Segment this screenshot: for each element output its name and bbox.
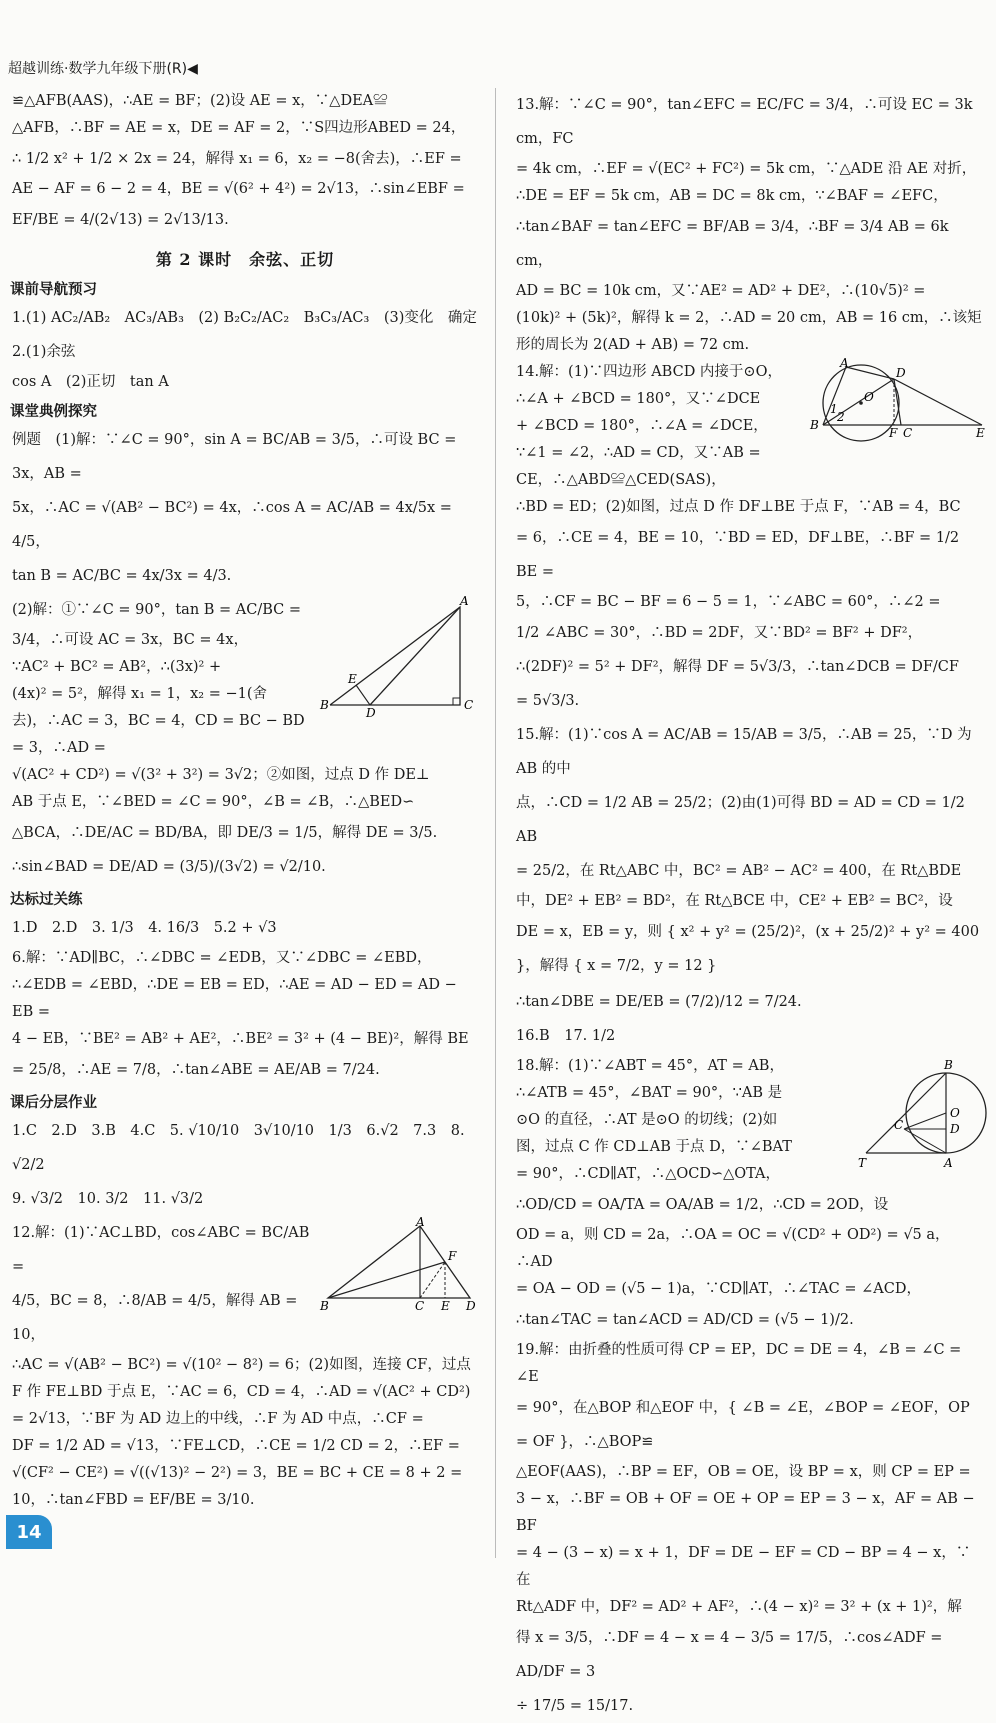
text-line: 1.D 2.D 3. 1/3 4. 16/3 5.2 + √3 [12, 920, 277, 936]
text-line: EF/BE = 4/(2√13) = 2√13/13. [12, 212, 229, 228]
text-line: OD = a，则 CD = 2a，∴OA = OC = √(CD² + OD²) = √5 a，∴AD [516, 1227, 950, 1270]
point-label-e: E [348, 672, 357, 686]
point-label-b: B [320, 1299, 329, 1313]
text-line: 图，过点 C 作 CD⊥AB 于点 D，∵∠BAT [516, 1139, 792, 1155]
point-label-c: C [894, 1118, 904, 1132]
figure-triangle-12 [320, 1215, 480, 1313]
text-line: 点，∴CD = 1/2 AB = 25/2；(2)由(1)可得 BD = AD = CD = 1/2 AB [516, 795, 970, 845]
text-line: ∴OD/CD = OA/TA = OA/AB = 1/2，∴CD = 2OD，设 [516, 1197, 889, 1213]
text-line: 14.解：(1)∵四边形 ABCD 内接于⊙O， [516, 364, 782, 380]
text-line: cos A (2)正切 tan A [12, 374, 169, 390]
text-line: 去)，∴AC = 3，BC = 4，CD = BC − BD = 3，∴AD = [12, 713, 310, 756]
text-line: DF = 1/2 AD = √13，∵FE⊥CD，∴CE = 1/2 CD = 2，∴EF = [12, 1438, 460, 1454]
text-line: F 作 FE⊥BD 于点 E，∵AC = 6，CD = 4，∴AD = √(AC² + CD²) [12, 1384, 471, 1400]
text-line: √(AC² + CD²) = √(3² + 3²) = 3√2；②如图，过点 D 作 DE⊥ [12, 767, 430, 783]
text-line: 5x，∴AC = √(AB² − BC²) = 4x，∴cos A = AC/AB = 4x/5x = 4/5， [12, 500, 457, 550]
page-number: 14 [6, 1515, 52, 1549]
text-line: = 90°，∴CD∥AT，∴△OCD∽△OTA， [516, 1166, 781, 1182]
text-line: + ∠BCD = 180°，∴∠A = ∠DCE， [516, 418, 768, 434]
text-line: 例题 (1)解：∵∠C = 90°，sin A = BC/AB = 3/5，∴可设 BC = 3x，AB = [12, 432, 461, 482]
text-line: △AFB，∴BF = AE = x，DE = AF = 2，∵S四边形ABED = 24， [12, 120, 466, 136]
point-label-f: F [889, 426, 898, 440]
text-line: 15.解：(1)∵cos A = AC/AB = 15/AB = 3/5，∴AB = 25，∵D 为 AB 的中 [516, 727, 977, 777]
text-line: ∴AC = √(AB² − BC²) = √(10² − 8²) = 6；(2)如图，连接 CF，过点 [12, 1357, 471, 1373]
text-line: 18.解：(1)∵∠ABT = 45°，AT = AB， [516, 1058, 784, 1074]
text-line: AD = BC = 10k cm，又∵AE² = AD² + DE²，∴(10√5)² = [516, 283, 926, 299]
text-line: △EOF(AAS)，∴BP = EF，OB = OE，设 BP = x，则 CP = EP = [516, 1464, 971, 1480]
text-line: 得 x = 3/5，∴DF = 4 − x = 4 − 3/5 = 17/5，∴cos∠ADF = AD/DF = 3 [516, 1630, 948, 1680]
text-line: ∵∠1 = ∠2，∴AD = CD，又∵AB = [516, 445, 761, 461]
point-label-t: T [858, 1156, 867, 1170]
text-line: ∴sin∠BAD = DE/AD = (3/5)/(3√2) = √2/10. [12, 859, 326, 875]
text-line: ∴tan∠DBE = DE/EB = (7/2)/12 = 7/24. [516, 994, 802, 1010]
point-label-b: B [320, 698, 329, 712]
section-title-standards: 达标过关练 [10, 892, 83, 908]
text-line: 12.解：(1)∵AC⊥BD，cos∠ABC = BC/AB = [12, 1225, 315, 1275]
section-title-preview: 课前导航预习 [10, 282, 97, 298]
text-line: 9. √3/2 10. 3/2 11. √3/2 [12, 1191, 204, 1207]
text-line: ∴∠A + ∠BCD = 180°，又∵∠DCE [516, 391, 761, 407]
text-line: ∴∠ATB = 45°，∠BAT = 90°，∵AB 是 [516, 1085, 783, 1101]
text-line: ∴DE = EF = 5k cm，AB = DC = 8k cm，∵∠BAF = ∠EFC， [516, 188, 948, 204]
text-line: ∴ 1/2 x² + 1/2 × 2x = 24，解得 x₁ = 6，x₂ = −8(舍去)，∴EF = [12, 151, 462, 167]
text-line: (10k)² + (5k)²，解得 k = 2，∴AD = 20 cm，AB = 16 cm，∴该矩 [516, 310, 982, 326]
text-line: = 5√3/3. [516, 693, 580, 709]
angle-label-2: 2 [837, 410, 845, 424]
figure-circle-18 [856, 1057, 986, 1172]
text-line: = 25/8，∴AE = 7/8，∴tan∠ABE = AE/AB = 7/24. [12, 1062, 380, 1078]
section-title-homework: 课后分层作业 [10, 1095, 97, 1111]
point-label-c: C [415, 1299, 425, 1313]
point-label-c: C [903, 426, 913, 440]
point-label-a: A [416, 1215, 425, 1229]
text-line: 1/2 ∠ABC = 30°，∴BD = 2DF，又∵BD² = BF² + DF²， [516, 625, 923, 641]
point-label-o: O [864, 390, 874, 404]
point-label-e: E [976, 426, 985, 440]
point-label-o: O [950, 1106, 960, 1120]
text-line: √(CF² − CE²) = √((√13)² − 2²) = 3，BE = BC + CE = 8 + 2 = [12, 1465, 463, 1481]
text-line: = 4k cm，∴EF = √(EC² + FC²) = 5k cm，∵△ADE 沿 AE 对折， [516, 161, 977, 177]
text-line: 1.(1) AC₂/AB₂ AC₃/AB₃ (2) B₂C₂/AC₂ B₃C₃/AC₃ (3)变化 确定 2.(1)余弦 [12, 310, 492, 360]
text-line: = 6，∴CE = 4，BE = 10，∵BD = ED，DF⊥BE，∴BF = 1/2 BE = [516, 530, 964, 580]
text-line: 5，∴CF = BC − BF = 6 − 5 = 1，∵∠ABC = 60°，∴∠2 = [516, 594, 941, 610]
text-line: 形的周长为 2(AD + AB) = 72 cm. [516, 337, 750, 353]
text-line: ∴BD = ED；(2)如图，过点 D 作 DF⊥BE 于点 F，∵AB = 4，BC [516, 499, 961, 515]
point-label-a: A [840, 356, 849, 370]
point-label-f: F [448, 1249, 457, 1263]
intro-block [10, 88, 480, 237]
text-line: 6.解：∵AD∥BC，∴∠DBC = ∠EDB，又∵∠DBC = ∠EBD， [12, 950, 432, 966]
text-line: ≌△AFB(AAS)，∴AE = BF；(2)设 AE = x，∵△DEA≌ [12, 93, 388, 109]
point-label-a: A [944, 1156, 953, 1170]
figure-circle-14 [806, 356, 986, 443]
text-line: DE = x，EB = y，则 { x² + y² = (25/2)²，(x + 25/2)² + y² = 400 }，解得 { x = 7/2，y = 12 } [516, 924, 984, 974]
text-line: 1.C 2.D 3.B 4.C 5. √10/10 3√10/10 1/3 6.√2 7.3 8. √2/2 [12, 1123, 470, 1173]
text-line: Rt△ADF 中，DF² = AD² + AF²，∴(4 − x)² = 3² + (x + 1)²，解 [516, 1599, 962, 1615]
text-line: ∴(2DF)² = 5² + DF²，解得 DF = 5√3/3，∴tan∠DCB = DF/CF [516, 659, 959, 675]
text-line: tan B = AC/BC = 4x/3x = 4/3. [12, 568, 232, 584]
point-label-e: E [441, 1299, 450, 1313]
point-label-a: A [460, 594, 469, 608]
text-line: 10，∴tan∠FBD = EF/BE = 3/10. [12, 1492, 255, 1508]
text-line: CE，∴△ABD≌△CED(SAS)， [516, 472, 726, 488]
point-label-c: C [464, 698, 474, 712]
text-line: 3 − x，∴BF = OB + OF = OE + OP = EP = 3 − x，AF = AB − BF [516, 1491, 980, 1534]
angle-label-1: 1 [830, 402, 838, 416]
point-label-d: D [366, 706, 376, 720]
text-line: 16.B 17. 1/2 [516, 1028, 616, 1044]
section-title-examples: 课堂典例探究 [10, 404, 97, 420]
text-line: (4x)² = 5²，解得 x₁ = 1，x₂ = −1(舍 [12, 686, 268, 702]
left-column [10, 88, 492, 1530]
point-label-d: D [466, 1299, 476, 1313]
point-label-d: D [896, 366, 906, 380]
right-column [514, 88, 986, 1714]
text-line: 13.解：∵∠C = 90°，tan∠EFC = EC/FC = 3/4，∴可设 EC = 3k cm，FC [516, 97, 978, 147]
text-line: 3/4，∴可设 AC = 3x，BC = 4x， [12, 632, 249, 648]
text-line: ∴tan∠BAF = tan∠EFC = BF/AB = 3/4，∴BF = 3/4 AB = 6k cm， [516, 219, 954, 269]
text-line: 中，DE² + EB² = BD²，在 Rt△BCE 中，CE² + EB² = BC²，设 [516, 893, 953, 909]
text-line: AE − AF = 6 − 2 = 4，BE = √(6² + 4²) = 2√13，∴sin∠EBF = [12, 181, 465, 197]
point-label-d: D [950, 1122, 960, 1136]
point-label-b: B [810, 418, 819, 432]
text-line: = 2√13，∵BF 为 AD 边上的中线，∴F 为 AD 中点，∴CF = [12, 1411, 424, 1427]
text-line: ∴∠EDB = ∠EBD，∴DE = EB = ED，∴AE = AD − ED = AD − EB = [12, 977, 462, 1020]
figure-right-triangle-example [320, 594, 480, 720]
text-line: △BCA，∴DE/AC = BD/BA，即 DE/3 = 1/5，解得 DE = 3/5. [12, 825, 438, 841]
text-line: = 25/2，在 Rt△ABC 中，BC² = AB² − AC² = 400，在 Rt△BDE [516, 863, 962, 879]
page-header: 超越训练·数学九年级下册(R)◀ [8, 61, 198, 77]
text-line: AB 于点 E，∵∠BED = ∠C = 90°，∠B = ∠B，∴△BED∽ [12, 794, 415, 810]
point-label-b: B [944, 1058, 953, 1072]
text-line: 4 − EB，∵BE² = AB² + AE²，∴BE² = 3² + (4 − BE)²，解得 BE [12, 1031, 469, 1047]
text-line: ∴tan∠TAC = tan∠ACD = AD/CD = (√5 − 1)/2. [516, 1312, 854, 1328]
text-line: 4/5，BC = 8，∴8/AB = 4/5，解得 AB = 10， [12, 1293, 302, 1343]
text-line: ⊙O 的直径，∴AT 是⊙O 的切线；(2)如 [516, 1112, 778, 1128]
text-line: ÷ 17/5 = 15/17. [516, 1698, 634, 1714]
text-line: = 90°，在△BOP 和△EOF 中，{ ∠B = ∠E，∠BOP = ∠EOF，OP = OF }，∴△BOP≌ [516, 1400, 975, 1450]
text-line: 19.解：由折叠的性质可得 CP = EP，DC = DE = 4，∠B = ∠C = ∠E [516, 1342, 966, 1385]
text-line: (2)解：①∵∠C = 90°，tan B = AC/BC = [12, 602, 302, 618]
text-line: = 4 − (3 − x) = x + 1，DF = DE − EF = CD − BP = 4 − x，∵在 [516, 1545, 971, 1588]
lesson-title: 第 2 课时 余弦、正切 [155, 250, 335, 269]
column-divider [495, 88, 496, 1558]
text-line: = OA − OD = (√5 − 1)a，∵CD∥AT，∴∠TAC = ∠ACD， [516, 1281, 921, 1297]
text-line: ∵AC² + BC² = AB²，∴(3x)² + [12, 659, 222, 675]
